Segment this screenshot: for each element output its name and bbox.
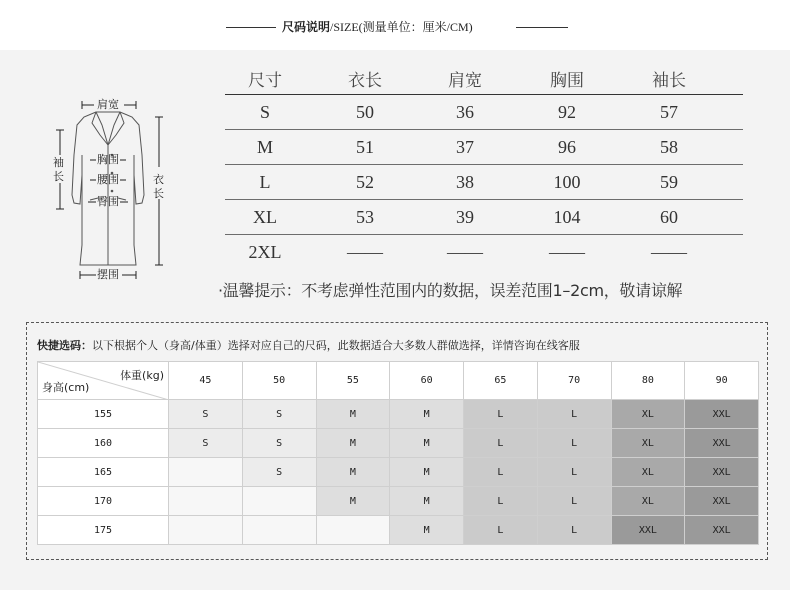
size-recommendation-cell: L (464, 429, 538, 458)
size-recommendation-cell: L (464, 487, 538, 516)
size-recommendation-cell: M (390, 429, 464, 458)
shoulder-cell: —— (447, 242, 483, 262)
weight-header: 60 (390, 362, 464, 400)
title-rule-right (516, 27, 568, 28)
size-recommendation-cell: L (537, 400, 611, 429)
table-row (38, 429, 759, 458)
size-recommendation-cell: L (537, 487, 611, 516)
table-row (38, 458, 759, 487)
size-recommendation-cell (169, 458, 243, 487)
size-recommendation-cell: XXL (685, 516, 759, 545)
size-recommendation-cell: XL (611, 400, 685, 429)
shoulder-cell: 38 (456, 171, 474, 192)
height-cell: 170 (38, 487, 169, 516)
size-recommendation-cell: M (390, 458, 464, 487)
waist-label: 腰围 (97, 173, 119, 186)
sleeve-cell: 57 (660, 101, 678, 122)
height-cell: 160 (38, 429, 169, 458)
size-recommendation-cell: S (242, 400, 316, 429)
size-recommendation-cell: L (537, 429, 611, 458)
table-row (38, 516, 759, 545)
size-recommendation-cell: XL (611, 458, 685, 487)
length-cell: 53 (356, 206, 374, 227)
table-row (225, 130, 743, 165)
size-recommendation-cell: S (242, 429, 316, 458)
size-table-header (225, 62, 743, 95)
chest-cell: 104 (553, 206, 581, 227)
size-recommendation-cell: M (316, 429, 390, 458)
hip-label: 臀围 (97, 195, 119, 208)
size-recommendation-cell: L (464, 516, 538, 545)
height-cell: 165 (38, 458, 169, 487)
grid-corner-header (38, 362, 169, 400)
table-row (225, 165, 743, 200)
sleeve-cell: 59 (660, 171, 678, 192)
size-recommendation-cell (242, 487, 316, 516)
coat-diagram (44, 95, 172, 285)
table-row (38, 400, 759, 429)
size-recommendation-cell: XXL (685, 400, 759, 429)
title-bar (0, 0, 790, 50)
size-recommendation-cell: XL (611, 429, 685, 458)
size-recommendation-cell: M (390, 516, 464, 545)
size-recommendation-cell: XL (611, 487, 685, 516)
table-row (38, 487, 759, 516)
size-recommendation-cell: XXL (685, 458, 759, 487)
table-row (225, 95, 743, 130)
size-cell: XL (253, 206, 277, 227)
length-label-1: 衣 (153, 173, 164, 186)
header-chest: 胸围 (550, 70, 584, 91)
size-recommendation-cell: S (169, 400, 243, 429)
size-recommendation-cell: L (537, 458, 611, 487)
size-recommendation-cell: S (169, 429, 243, 458)
weight-header: 65 (464, 362, 538, 400)
size-cell: S (259, 101, 270, 122)
size-recommendation-grid (37, 361, 758, 544)
measurement-note: ·温馨提示：不考虑弹性范围内的数据，误差范围1–2cm，敬请谅解 (218, 281, 683, 300)
size-recommendation-cell: L (537, 516, 611, 545)
table-row (225, 200, 743, 235)
shoulder-label: 肩宽 (97, 98, 119, 111)
title-rule-left (226, 27, 276, 28)
chest-label: 胸围 (97, 153, 119, 166)
height-cell: 155 (38, 400, 169, 429)
sleeve-cell: —— (651, 242, 687, 262)
header-sleeve: 袖长 (652, 70, 686, 91)
size-cell: L (259, 171, 271, 192)
sleeve-label-2: 长 (53, 170, 64, 183)
header-size: 尺寸 (248, 70, 282, 91)
sleeve-label-1: 袖 (53, 156, 64, 169)
page-title: 尺码说明/SIZE(测量单位：厘米/CM) (282, 20, 473, 34)
height-axis-label: 身高(cm) (42, 381, 90, 394)
weight-header: 70 (537, 362, 611, 400)
size-recommendation-cell: M (390, 487, 464, 516)
size-recommendation-cell: M (316, 458, 390, 487)
chest-cell: —— (549, 242, 585, 262)
header-shoulder: 肩宽 (448, 70, 482, 91)
size-recommendation-cell: XXL (685, 429, 759, 458)
size-recommendation-cell (169, 487, 243, 516)
sleeve-cell: 60 (660, 206, 678, 227)
weight-axis-label: 体重(kg) (120, 369, 164, 382)
length-cell: 52 (356, 171, 374, 192)
length-cell: —— (347, 242, 383, 262)
weight-header: 55 (316, 362, 390, 400)
chest-cell: 96 (558, 136, 576, 157)
length-label-2: 长 (153, 187, 164, 200)
header-length: 衣长 (348, 70, 382, 91)
size-recommendation-cell: XXL (611, 516, 685, 545)
weight-header: 45 (169, 362, 243, 400)
shoulder-cell: 37 (456, 136, 474, 157)
quick-select-title: 快捷选码：以下根据个人（身高/体重）选择对应自己的尺码，此数据适合大多数人群做选择，详情咨询在线客服 (37, 339, 580, 352)
sleeve-cell: 58 (660, 136, 678, 157)
table-row (225, 235, 743, 270)
size-recommendation-cell (242, 516, 316, 545)
chest-cell: 92 (558, 101, 576, 122)
chest-cell: 100 (553, 171, 581, 192)
size-cell: M (256, 136, 273, 157)
quick-select-box (26, 322, 768, 560)
shoulder-cell: 36 (456, 101, 474, 122)
size-recommendation-cell (316, 516, 390, 545)
size-recommendation-cell: XXL (685, 487, 759, 516)
size-recommendation-cell: M (316, 487, 390, 516)
size-recommendation-cell: M (390, 400, 464, 429)
size-recommendation-cell: M (316, 400, 390, 429)
hem-label: 摆围 (97, 268, 119, 281)
size-table (225, 62, 743, 270)
weight-header: 50 (242, 362, 316, 400)
size-recommendation-cell: S (242, 458, 316, 487)
length-cell: 51 (356, 136, 374, 157)
length-cell: 50 (356, 101, 374, 122)
size-recommendation-cell: L (464, 458, 538, 487)
shoulder-cell: 39 (456, 206, 474, 227)
weight-header: 90 (685, 362, 759, 400)
size-recommendation-cell (169, 516, 243, 545)
size-cell: 2XL (248, 242, 282, 262)
weight-header: 80 (611, 362, 685, 400)
height-cell: 175 (38, 516, 169, 545)
size-recommendation-cell: L (464, 400, 538, 429)
